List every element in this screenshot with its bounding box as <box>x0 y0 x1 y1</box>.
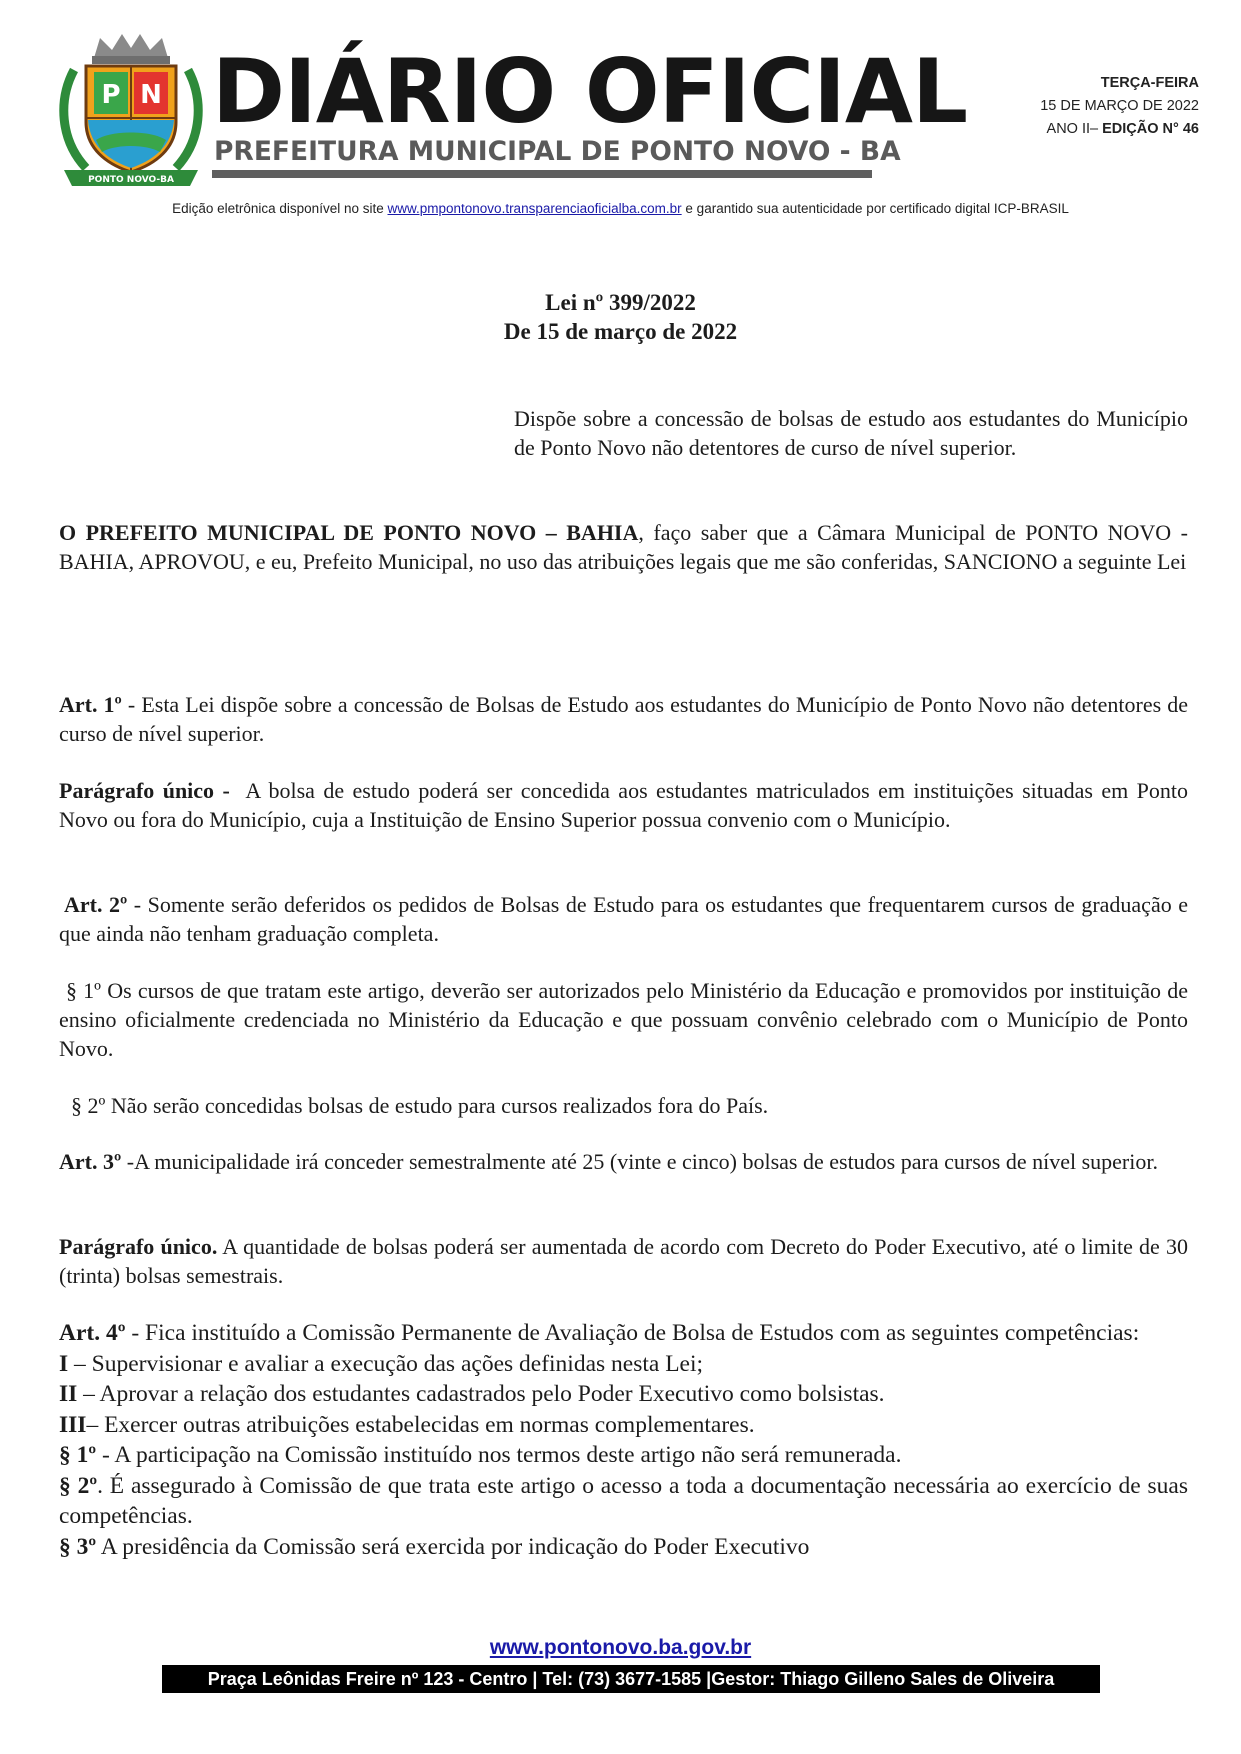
edition-note <box>0 201 1241 216</box>
masthead-title: DIÁRIO OFICIAL <box>212 40 968 143</box>
list-item: III– Exercer outras atribuições estabelecidas em normas complementares. <box>59 1411 755 1438</box>
svg-text:N: N <box>140 80 162 110</box>
masthead-subtitle: PREFEITURA MUNICIPAL DE PONTO NOVO - BA <box>214 136 901 167</box>
edition-site-link[interactable]: www.pmpontonovo.transparenciaoficialba.com.br <box>387 201 682 216</box>
article-3-label: Art. 3º <box>59 1149 122 1174</box>
article-1-text: - Esta Lei dispõe sobre a concessão de Bolsas de Estudo aos estudantes do Município de Ponto Novo não detentores de curso de nível superior. <box>59 692 1188 746</box>
article-4-caput <box>59 1318 1188 1349</box>
article-4-label: Art. 4º <box>59 1320 126 1346</box>
article-3-paragraph-label: Parágrafo único. <box>59 1234 218 1259</box>
svg-text:PONTO NOVO-BA: PONTO NOVO-BA <box>88 175 174 185</box>
footer-website-link[interactable]: www.pontonovo.ba.gov.br <box>489 1636 752 1659</box>
article-1-paragraph-label: Parágrafo único - <box>59 778 230 803</box>
preamble <box>59 518 1188 576</box>
article-1-sole-paragraph <box>59 776 1194 834</box>
law-date: De 15 de março de 2022 <box>503 319 738 344</box>
list-item: § 2º. É assegurado à Comissão de que trata este artigo o acesso a toda a documentação necessária ao exercício de suas competências. <box>59 1472 1188 1529</box>
article-2-label: Art. 2º <box>64 892 128 917</box>
list-item: II – Aprovar a relação dos estudantes cadastrados pelo Poder Executivo como bolsistas. <box>59 1381 885 1407</box>
list-item: § 1º - A participação na Comissão instituído nos termos deste artigo não será remunerada. <box>59 1442 902 1468</box>
issue-date: 15 DE MARÇO DE 2022 <box>1040 98 1199 114</box>
law-heading <box>0 288 1241 346</box>
svg-text:P: P <box>101 80 121 110</box>
footer-address-bar: Praça Leônidas Freire nº 123 - Centro | Tel: (73) 3677-1585 |Gestor: Thiago Gilleno Sales de Oliveira <box>162 1665 1100 1693</box>
article-3 <box>59 1147 1188 1176</box>
year-label: ANO II– <box>1046 121 1099 137</box>
law-ementa: Dispõe sobre a concessão de bolsas de estudo aos estudantes do Município de Ponto Novo não detentores de curso de nível superior. <box>514 406 1188 460</box>
article-1-label: Art. 1º <box>59 692 122 717</box>
article-4 <box>59 1318 1188 1562</box>
municipal-coat-of-arms-icon <box>56 30 206 190</box>
article-4-text: - Fica instituído a Comissão Permanente de Avaliação de Bolsa de Estudos com as seguintes competências: <box>125 1320 1140 1346</box>
article-2-section-1: § 1º Os cursos de que tratam este artigo, deverão ser autorizados pelo Ministério da Educação e promovidos por instituição de ensino oficialmente credenciada no Ministério da Educação e que possuam convênio celebrado com o Município de Ponto Novo. <box>59 978 1188 1061</box>
article-2-text: - Somente serão deferidos os pedidos de Bolsas de Estudo para os estudantes que frequentarem cursos de graduação e que ainda não tenham graduação completa. <box>59 892 1188 946</box>
edition-note-suffix: e garantido sua autenticidade por certificado digital ICP-BRASIL <box>685 201 1069 216</box>
article-2-section-2: § 2º Não serão concedidas bolsas de estudo para cursos realizados fora do País. <box>71 1093 769 1118</box>
weekday: TERÇA-FEIRA <box>1100 75 1199 91</box>
article-1 <box>59 690 1188 748</box>
law-number: Lei nº 399/2022 <box>545 290 696 315</box>
article-3-paragraph-text: A quantidade de bolsas poderá ser aumentada de acordo com Decreto do Poder Executivo, até o limite de 30 (trinta) bolsas semestrais. <box>59 1234 1188 1288</box>
article-3-sole-paragraph <box>59 1232 1188 1290</box>
edition-note-prefix: Edição eletrônica disponível no site <box>172 201 384 216</box>
preamble-bold: O PREFEITO MUNICIPAL DE PONTO NOVO – BAHIA <box>59 520 639 545</box>
list-item: I – Supervisionar e avaliar a execução das ações definidas nesta Lei; <box>59 1350 704 1377</box>
masthead-rule <box>212 170 872 178</box>
footer-website <box>0 1636 1241 1660</box>
preamble-text: , faço saber que a Câmara Municipal de PONTO NOVO - BAHIA, APROVOU, e eu, Prefeito Municipal, no uso das atribuições legais que me são conferidas, SANCIONO a seguinte Lei <box>59 520 1189 574</box>
edition-number: EDIÇÃO N° 46 <box>1102 121 1199 137</box>
list-item: § 3º A presidência da Comissão será exercida por indicação do Poder Executivo <box>59 1533 810 1560</box>
edition-info <box>1040 118 1199 141</box>
date-block <box>1040 72 1199 141</box>
article-3-text: -A municipalidade irá conceder semestralmente até 25 (vinte e cinco) bolsas de estudos para cursos de nível superior. <box>121 1149 1158 1174</box>
article-1-paragraph-text: A bolsa de estudo poderá ser concedida aos estudantes matriculados em instituições situadas em Ponto Novo ou fora do Município, cuja a Instituição de Ensino Superior possua convenio com o Município. <box>59 778 1194 832</box>
article-2 <box>59 890 1188 948</box>
